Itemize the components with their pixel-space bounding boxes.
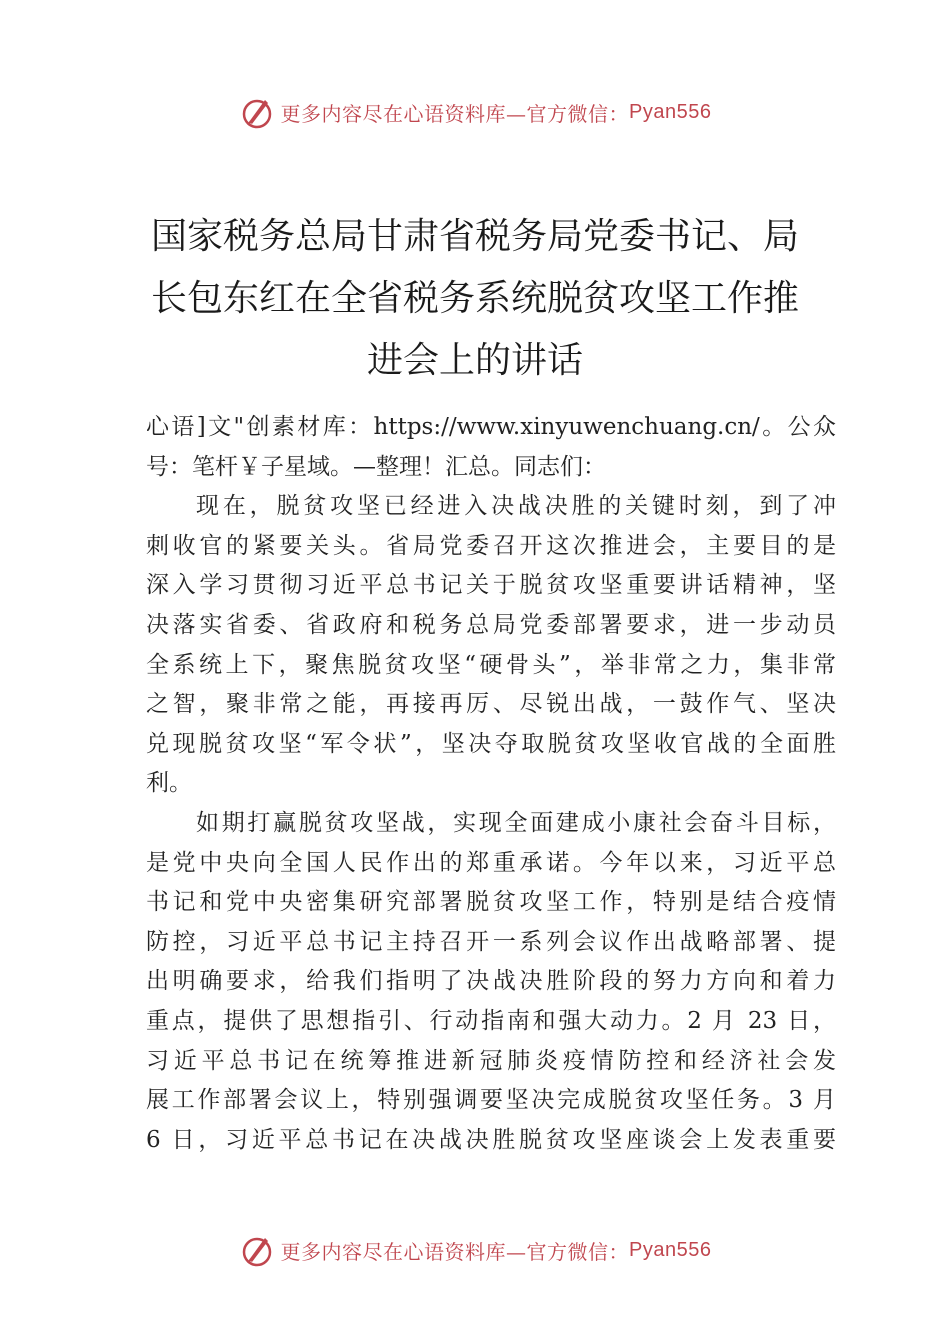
title-line: 长包东红在全省税务系统脱贫攻坚工作推	[150, 278, 799, 320]
paragraph-line: 之智，聚非常之能，再接再厉、尽锐出战，一鼓作气、坚决	[146, 691, 836, 718]
paragraph-line: 是党中央向全国人民作出的郑重承诺。今年以来，习近平总	[146, 849, 836, 876]
paragraph-1	[146, 487, 836, 804]
quill-pen-icon	[239, 94, 275, 130]
document-body	[146, 408, 836, 1160]
watermark-banner-top	[0, 90, 950, 134]
paragraph-line: 刺收官的紧要关头。省局党委召开这次推进会，主要目的是	[146, 532, 836, 559]
wechat-id: Pyan556	[629, 1238, 712, 1261]
paragraph-line: 全系统上下，聚焦脱贫攻坚“硬骨头”，举非常之力，集非常	[146, 651, 836, 678]
paragraph-line: 习近平总书记在统筹推进新冠肺炎疫情防控和经济社会发	[146, 1047, 836, 1074]
watermark-banner-bottom	[0, 1228, 950, 1272]
paragraph-line: 利。	[146, 770, 192, 797]
paragraph-line: 出明确要求，给我们指明了决战决胜阶段的努力方向和着力	[146, 968, 836, 995]
wechat-id: Pyan556	[629, 100, 712, 123]
paragraph-line: 书记和党中央密集研究部署脱贫攻坚工作，特别是结合疫情	[146, 889, 836, 916]
paragraph-line: 如期打赢脱贫攻坚战，实现全面建成小康社会奋斗目标，	[196, 809, 836, 836]
paragraph-2	[146, 804, 836, 1160]
watermark-text: 更多内容尽在心语资料库—官方微信：	[280, 1239, 630, 1264]
paragraph-line: 现在，脱贫攻坚已经进入决战决胜的关键时刻，到了冲	[196, 493, 836, 520]
quill-pen-icon	[239, 1232, 275, 1268]
title-line: 进会上的讲话	[366, 340, 583, 382]
paragraph-line: 展工作部署会议上，特别强调要坚决完成脱贫攻坚任务。3 月	[146, 1087, 836, 1114]
watermark-text: 更多内容尽在心语资料库—官方微信：	[280, 101, 630, 126]
document-title	[100, 206, 850, 392]
paragraph-line: 深入学习贯彻习近平总书记关于脱贫攻坚重要讲话精神，坚	[146, 572, 836, 599]
paragraph-line: 防控，习近平总书记主持召开一系列会议作出战略部署、提	[146, 928, 836, 955]
intro-line: 心语]文"创素材库：https://www.xinyuwenchuang.cn/。公众	[146, 414, 836, 440]
paragraph-line: 6 日，习近平总书记在决战决胜脱贫攻坚座谈会上发表重要	[146, 1126, 836, 1153]
intro	[146, 408, 836, 487]
paragraph-line: 兑现脱贫攻坚“军令状”，坚决夺取脱贫攻坚收官战的全面胜	[146, 730, 836, 757]
paragraph-line: 重点，提供了思想指引、行动指南和强大动力。2 月 23 日，	[146, 1007, 836, 1034]
title-line: 国家税务总局甘肃省税务局党委书记、局	[150, 216, 799, 258]
intro-line: 号：笔杆￥子星域。—整理！汇总。同志们：	[146, 453, 606, 480]
paragraph-line: 决落实省委、省政府和税务总局党委部署要求，进一步动员	[146, 611, 836, 638]
